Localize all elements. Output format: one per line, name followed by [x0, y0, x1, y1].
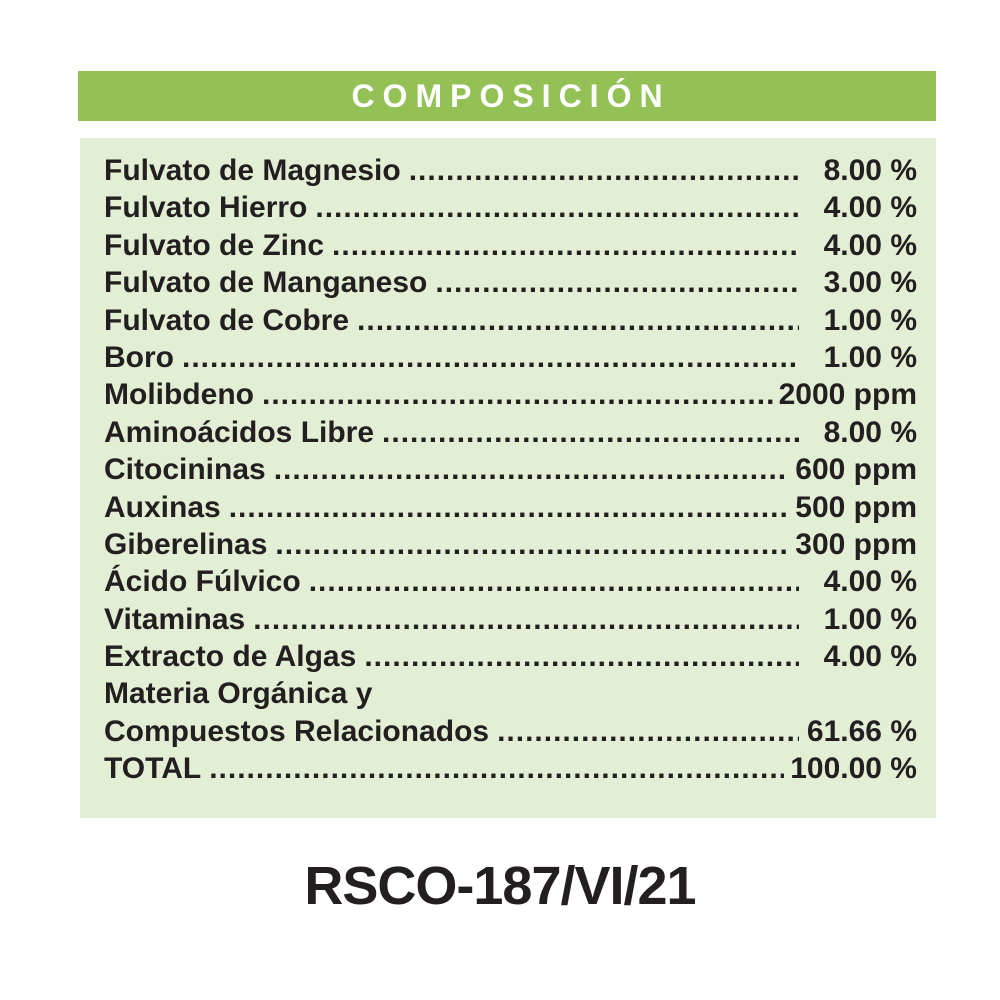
composition-row	[104, 339, 917, 376]
component-name: Fulvato de Zinc	[104, 228, 325, 262]
component-value: 8.00 %	[823, 154, 917, 187]
component-name: Fulvato de Cobre	[104, 303, 350, 337]
composition-row	[104, 152, 917, 189]
composition-row	[104, 675, 917, 712]
leader-dots	[229, 489, 790, 526]
component-value: 4.00 %	[823, 565, 917, 599]
leader-dots	[497, 713, 799, 750]
composition-row	[104, 563, 917, 600]
composition-row	[104, 227, 917, 264]
component-name: Auxinas	[104, 490, 221, 524]
component-name: Materia Orgánica y	[104, 677, 373, 711]
leader-dots	[435, 264, 799, 301]
registration-code: RSCO-187/VI/21	[304, 856, 696, 916]
leader-dots	[262, 376, 773, 413]
composition-title: COMPOSICIÓN	[351, 77, 671, 114]
composition-list	[104, 152, 917, 788]
component-value: 1.00 %	[823, 602, 917, 636]
component-name: Vitaminas	[104, 602, 246, 636]
component-value: 4.00 %	[823, 228, 917, 262]
component-name: Compuestos Relacionados	[104, 714, 490, 748]
leader-dots	[364, 638, 799, 675]
component-value: 8.00 %	[823, 415, 917, 449]
leader-dots	[274, 451, 790, 488]
leader-dots	[382, 414, 799, 451]
component-value: 4.00 %	[823, 640, 917, 674]
component-value: 500 ppm	[795, 490, 917, 524]
component-name: Fulvato de Manganeso	[104, 266, 428, 300]
composition-row	[104, 638, 917, 675]
component-value: 1.00 %	[823, 303, 917, 337]
component-name: Giberelinas	[104, 527, 268, 561]
component-value: 3.00 %	[823, 266, 917, 300]
leader-dots	[409, 152, 799, 189]
leader-dots	[182, 339, 799, 376]
composition-row	[104, 302, 917, 339]
component-value: 600 ppm	[795, 453, 917, 487]
component-value: 2000 ppm	[778, 378, 917, 412]
leader-dots	[209, 750, 784, 787]
leader-dots	[357, 302, 799, 339]
composition-row	[104, 601, 917, 638]
component-name: Aminoácidos Libre	[104, 415, 375, 449]
leader-dots	[309, 563, 799, 600]
component-value: 61.66 %	[806, 714, 917, 748]
component-name: Ácido Fúlvico	[104, 565, 301, 599]
component-name: Fulvato de Magnesio	[104, 154, 401, 187]
composition-row	[104, 489, 917, 526]
leader-dots	[253, 601, 799, 638]
component-value: 300 ppm	[795, 527, 917, 561]
composition-row	[104, 526, 917, 563]
composition-row	[104, 451, 917, 488]
composition-total-row	[104, 750, 917, 787]
total-value: 100.00 %	[790, 752, 917, 786]
leader-dots	[315, 189, 799, 226]
component-value: 1.00 %	[823, 340, 917, 374]
leader-dots	[275, 526, 789, 563]
component-name: Citocininas	[104, 453, 266, 487]
component-name: Extracto de Algas	[104, 640, 357, 674]
component-name: Fulvato Hierro	[104, 191, 308, 225]
composition-row	[104, 189, 917, 226]
leader-dots	[332, 227, 799, 264]
composition-header-bar	[78, 71, 936, 121]
composition-row	[104, 376, 917, 413]
component-name: Molibdeno	[104, 378, 254, 412]
composition-row	[104, 414, 917, 451]
component-value: 4.00 %	[823, 191, 917, 225]
total-label: TOTAL	[104, 752, 202, 786]
component-name: Boro	[104, 340, 174, 374]
composition-row	[104, 264, 917, 301]
composition-row	[104, 713, 917, 750]
